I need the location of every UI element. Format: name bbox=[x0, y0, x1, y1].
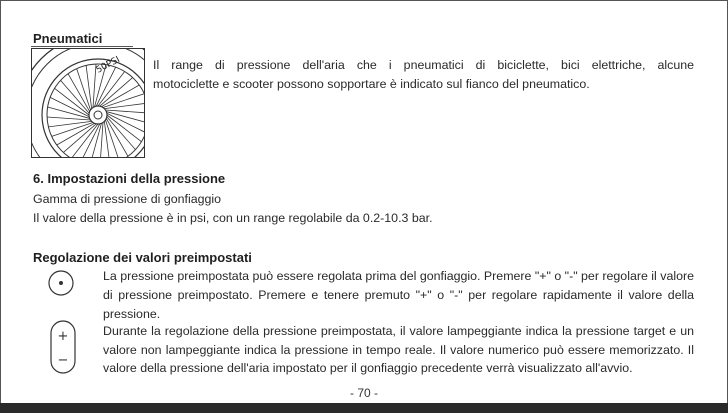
presets-para2-line3: valore della pressione dell'aria impostato per il gonfiaggio precedente verrà visualizzato all'avvio. bbox=[103, 361, 633, 375]
center-button-icon bbox=[48, 270, 74, 296]
plus-icon: + bbox=[57, 329, 69, 344]
wheel-spoke bbox=[103, 94, 144, 108]
presets-title: Regolazione dei valori preimpostati bbox=[33, 250, 252, 265]
wheel-spoke bbox=[48, 121, 91, 127]
wheel-icon bbox=[32, 49, 144, 157]
pressure-settings-title: 6. Impostazioni della pressione bbox=[33, 171, 226, 186]
wheel-spoke bbox=[105, 120, 119, 157]
minus-icon: − bbox=[57, 353, 69, 368]
pressure-unit-text: Il valore della pressione è in psi, con un range regolabile da 0.2-10.3 bar. bbox=[33, 211, 433, 225]
wheel-spoke bbox=[104, 103, 144, 109]
tires-title: Pneumatici bbox=[33, 31, 103, 46]
plus-minus-button-icon bbox=[50, 320, 76, 374]
wheel-spoke bbox=[86, 65, 92, 108]
presets-para2-line2: valore non lampeggiante indica la pressione in tempo reale. Il valore numerico può essere memorizzato. Il bbox=[103, 343, 694, 357]
pressure-range-label: Gamma di pressione di gonfiaggio bbox=[33, 192, 222, 206]
wheel-spoke bbox=[77, 69, 91, 110]
wheel-spoke bbox=[48, 107, 90, 118]
presets-para1-line3: pressione. bbox=[103, 307, 161, 321]
presets-para1-line1: La pressione preimpostata può essere regolata prima del gonfiaggio. Premere "+" o "-" per regolare il valore bbox=[103, 269, 694, 283]
page-number: - 70 - bbox=[349, 386, 378, 400]
wheel-spoke bbox=[104, 121, 110, 157]
wheel-spoke bbox=[52, 122, 93, 136]
presets-para1-line2: di pressione preimpostato. Premere e tenere premuto "+" o "-" per regolare rapidamente il valore della bbox=[103, 288, 694, 302]
tire-illustration bbox=[31, 48, 145, 158]
tires-text-line1: Il range di pressione dell'aria che i pneumatici di biciclette, bici elettriche, alcune bbox=[153, 58, 694, 72]
wheel-spoke bbox=[106, 112, 144, 123]
wheel-spoke bbox=[93, 64, 96, 107]
tires-text-line2: motociclette e scooter possono sopportare è indicato sul fianco del pneumatico. bbox=[153, 77, 590, 91]
tires-title-underline bbox=[31, 46, 133, 47]
presets-para2-line1: Durante la regolazione della pressione preimpostata, il valore lampeggiante indica la pressione target e un bbox=[103, 324, 694, 338]
wheel-spoke bbox=[47, 117, 90, 120]
tire-pressure-label: 50PSI bbox=[94, 54, 122, 76]
bottom-border bbox=[0, 403, 728, 413]
